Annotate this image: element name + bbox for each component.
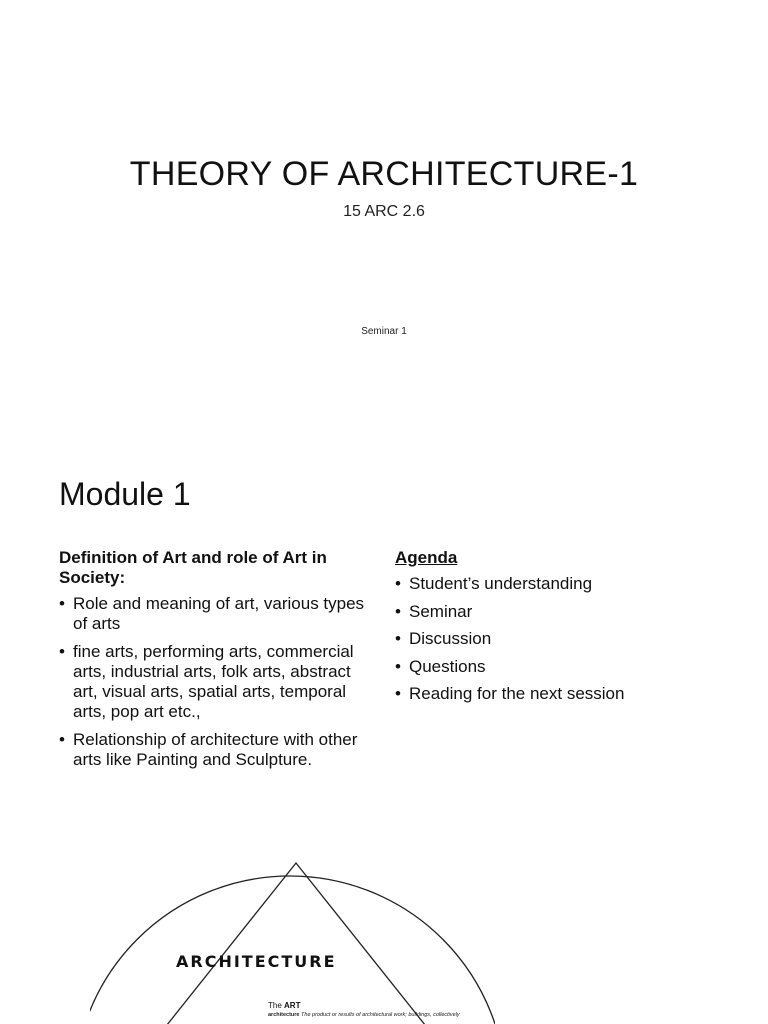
list-item: • Discussion — [395, 629, 492, 648]
bullet-icon: • — [395, 629, 401, 648]
bullet-icon: • — [59, 594, 65, 613]
list-item: • Relationship of architecture with other arts like Painting and Sculpture. — [59, 730, 358, 769]
list-item: • Role and meaning of art, various types of arts — [59, 594, 365, 633]
bullet-icon: • — [395, 601, 401, 621]
agenda-column — [395, 548, 735, 712]
seminar-label: Seminar 1 — [361, 326, 407, 337]
bullet-icon: • — [59, 642, 65, 661]
definition-heading: Definition of Art and role of Art in Society: — [59, 548, 327, 587]
module-heading: Module 1 — [59, 476, 191, 512]
the-art-label: The ART — [268, 1001, 301, 1010]
definition-column — [59, 548, 369, 778]
title-slide — [0, 0, 768, 440]
definition-line: architecture The product or results of architectural work; buildings, collectively — [268, 1012, 460, 1018]
list-item: • Seminar — [395, 601, 473, 621]
bullet-icon: • — [395, 684, 401, 703]
module-slide — [0, 440, 768, 860]
course-code: 15 ARC 2.6 — [343, 203, 425, 220]
circle-triangle-graphic — [90, 860, 495, 1024]
diagram-triangle — [147, 863, 445, 1024]
definition-list — [59, 594, 369, 770]
slide-title: THEORY OF ARCHITECTURE-1 — [129, 155, 639, 193]
architecture-label: ARCHITECTURE — [176, 952, 337, 971]
agenda-list — [395, 574, 735, 704]
list-item: • Reading for the next session — [395, 684, 625, 703]
list-item: • fine arts, performing arts, commercial arts, industrial arts, folk arts, abstract art, visual arts, spatial arts, temporal arts, pop art etc., — [59, 642, 354, 721]
bullet-icon: • — [395, 656, 401, 676]
list-item: • Questions — [395, 656, 486, 676]
bullet-icon: • — [59, 730, 65, 749]
list-item: • Student’s understanding — [395, 574, 593, 593]
diagram-slide — [0, 860, 768, 1024]
agenda-heading: Agenda — [395, 548, 458, 567]
bullet-icon: • — [395, 574, 401, 593]
architecture-diagram — [90, 860, 495, 1024]
